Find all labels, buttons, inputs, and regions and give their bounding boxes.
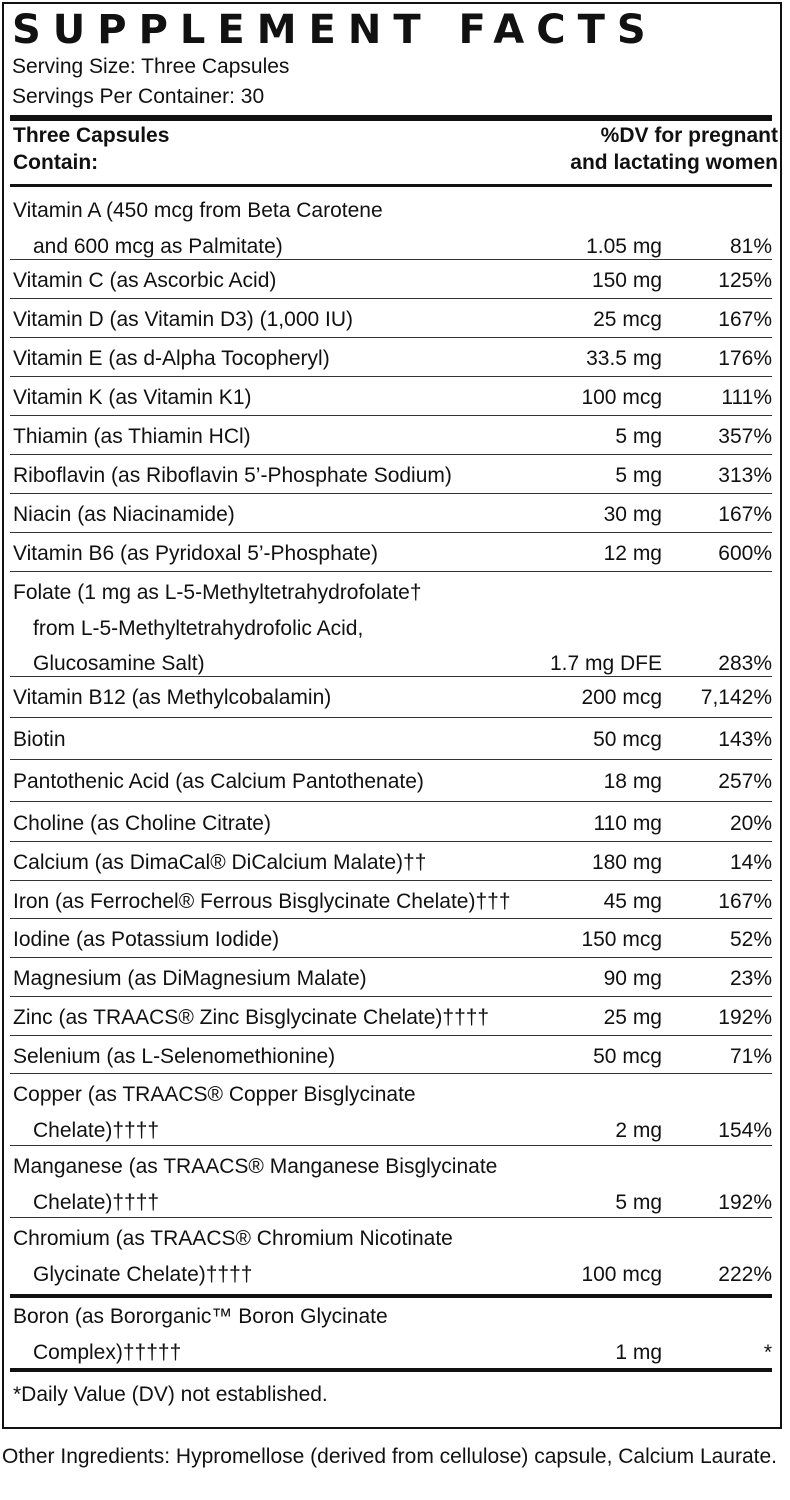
serving-size: Serving Size: Three Capsules [12, 55, 290, 78]
nutrient-row [10, 419, 772, 455]
nutrient-name: Magnesium (as DiMagnesium Malate) [13, 967, 367, 990]
nutrient-dv: 52% [729, 928, 772, 951]
nutrient-name: Chromium (as TRAACS® Chromium Nicotinate [13, 1227, 453, 1250]
row-separator [10, 571, 772, 572]
nutrient-name: Iron (as Ferrochel® Ferrous Bisglycinate Chelate)††† [13, 890, 511, 913]
nutrient-name: Vitamin B12 (as Methylcobalamin) [13, 686, 332, 709]
footnote: *Daily Value (DV) not established. [13, 1383, 328, 1406]
nutrient-name: Choline (as Choline Citrate) [13, 812, 271, 835]
nutrient-dv: 23% [729, 967, 772, 990]
nutrient-amount: 5 mg [615, 464, 662, 487]
nutrient-row [10, 680, 772, 716]
nutrient-amount: 5 mg [615, 1190, 662, 1214]
nutrient-amount: 12 mg [603, 542, 662, 565]
nutrient-row [10, 1221, 772, 1292]
nutrient-dv: 167% [718, 890, 772, 913]
row-separator [10, 996, 772, 997]
nutrient-amount: 33.5 mg [586, 347, 662, 370]
nutrient-name: Chelate)†††† [33, 1190, 160, 1214]
row-separator [10, 415, 772, 416]
nutrient-name: Selenium (as L-Selenomethionine) [13, 1045, 336, 1068]
nutrient-dv: 143% [718, 728, 772, 751]
nutrient-name: Biotin [13, 728, 66, 751]
header-left-line1: Three Capsules [13, 124, 170, 147]
nutrient-amount: 25 mg [603, 1006, 662, 1029]
nutrient-row [10, 1149, 772, 1220]
header-left-line2: Contain: [13, 151, 99, 174]
nutrient-amount: 90 mg [603, 967, 662, 990]
row-separator [10, 454, 772, 455]
nutrient-dv: 7,142% [700, 686, 772, 709]
nutrient-name: Niacin (as Niacinamide) [13, 503, 235, 526]
nutrient-name: from L-5-Methyltetrahydrofolic Acid, [33, 616, 364, 640]
nutrient-amount: 1.05 mg [586, 234, 662, 258]
row-separator [10, 880, 772, 881]
nutrient-row [10, 302, 772, 338]
nutrient-name: Chelate)†††† [33, 1118, 160, 1142]
nutrient-amount: 110 mg [593, 812, 662, 835]
nutrient-dv: 14% [729, 851, 772, 874]
nutrient-dv: 20% [729, 812, 772, 835]
nutrient-name: Zinc (as TRAACS® Zinc Bisglycinate Chelate)†††† [13, 1006, 490, 1029]
nutrient-dv: 192% [718, 1006, 772, 1029]
nutrient-dv: 167% [718, 308, 772, 331]
nutrient-name: Copper (as TRAACS® Copper Bisglycinate [13, 1083, 416, 1106]
nutrient-dv: 357% [718, 425, 772, 448]
nutrient-name: Calcium (as DimaCal® DiCalcium Malate)†† [13, 851, 427, 874]
nutrient-row [10, 922, 772, 958]
row-separator [10, 532, 772, 533]
nutrient-dv: 125% [718, 269, 772, 292]
nutrient-amount: 200 mcg [581, 686, 662, 709]
nutrient-name: Iodine (as Potassium Iodide) [13, 928, 280, 951]
nutrient-name: Vitamin C (as Ascorbic Acid) [13, 269, 277, 292]
nutrient-row [10, 575, 772, 682]
nutrient-row [10, 497, 772, 533]
nutrient-name: Vitamin E (as d-Alpha Tocopheryl) [13, 347, 330, 370]
row-separator [10, 1073, 772, 1074]
row-separator [10, 918, 772, 919]
nutrient-row [10, 884, 772, 920]
row-separator [10, 259, 772, 260]
column-header-dv [478, 122, 778, 176]
nutrient-amount: 1.7 mg DFE [549, 652, 662, 675]
nutrient-dv: 257% [718, 770, 772, 793]
nutrient-amount: 2 mg [615, 1118, 662, 1142]
nutrient-row [10, 722, 772, 758]
nutrient-amount: 1 mg [615, 1340, 662, 1364]
nutrient-name: Thiamin (as Thiamin HCl) [13, 425, 251, 448]
nutrient-name: Boron (as Bororganic™ Boron Glycinate [13, 1305, 388, 1328]
nutrient-amount: 5 mg [615, 425, 662, 448]
nutrient-row [10, 1039, 772, 1075]
nutrient-name: Manganese (as TRAACS® Manganese Bisglycinate [13, 1155, 498, 1178]
nutrient-dv: 222% [718, 1262, 772, 1286]
nutrient-dv: 313% [718, 464, 772, 487]
nutrient-name: Vitamin B6 (as Pyridoxal 5’-Phosphate) [13, 542, 378, 565]
nutrient-dv: * [763, 1340, 772, 1364]
nutrient-amount: 50 mcg [593, 1045, 662, 1068]
nutrient-dv: 600% [718, 542, 772, 565]
nutrient-amount: 50 mcg [593, 728, 662, 751]
nutrient-row [10, 536, 772, 572]
nutrient-name: Complex)††††† [33, 1340, 182, 1364]
nutrient-dv: 81% [729, 234, 772, 258]
nutrient-amount: 100 mcg [581, 386, 662, 409]
nutrient-name: Pantothenic Acid (as Calcium Pantothenate) [13, 770, 424, 793]
nutrient-row [10, 1077, 772, 1148]
nutrient-row [10, 764, 772, 800]
nutrient-dv: 176% [718, 347, 772, 370]
rule-bottom [10, 1368, 772, 1372]
row-separator [10, 759, 772, 760]
nutrient-row [10, 380, 772, 416]
row-separator [10, 1035, 772, 1036]
rule-below-header [10, 184, 772, 187]
row-separator [10, 298, 772, 299]
row-separator [10, 841, 772, 842]
row-separator [10, 717, 772, 718]
nutrient-row [10, 1299, 772, 1370]
row-separator [10, 376, 772, 377]
nutrient-amount: 150 mcg [581, 928, 662, 951]
nutrient-row [10, 341, 772, 377]
row-separator [10, 493, 772, 494]
nutrient-row [10, 263, 772, 299]
nutrient-name: Vitamin K (as Vitamin K1) [13, 386, 252, 409]
nutrient-dv: 283% [718, 652, 772, 675]
row-separator [10, 1217, 772, 1218]
row-separator [10, 676, 772, 677]
nutrient-amount: 25 mcg [593, 308, 662, 331]
nutrient-amount: 30 mg [603, 503, 662, 526]
nutrient-row [10, 806, 772, 842]
nutrient-dv: 192% [718, 1190, 772, 1214]
nutrient-name: Glucosamine Salt) [33, 652, 205, 675]
header-right-line2: and lactating women [570, 151, 778, 174]
rule-before-boron [10, 1294, 772, 1298]
nutrient-dv: 71% [729, 1045, 772, 1068]
nutrient-amount: 100 mcg [581, 1262, 662, 1286]
header-right-line1: %DV for pregnant [600, 124, 778, 147]
nutrient-name: Vitamin D (as Vitamin D3) (1,000 IU) [13, 308, 354, 331]
nutrient-name: Folate (1 mg as L-5-Methyltetrahydrofolate† [13, 581, 422, 604]
nutrient-amount: 45 mg [603, 890, 662, 913]
nutrient-dv: 111% [721, 386, 772, 409]
column-header-amount [13, 122, 313, 176]
nutrient-amount: 18 mg [603, 770, 662, 793]
nutrient-name: Vitamin A (450 mcg from Beta Carotene [13, 199, 383, 222]
nutrient-row [10, 961, 772, 997]
nutrient-amount: 180 mg [591, 851, 662, 874]
row-separator [10, 337, 772, 338]
nutrient-dv: 154% [718, 1118, 772, 1142]
nutrient-row [10, 845, 772, 881]
nutrient-dv: 167% [718, 503, 772, 526]
nutrient-row [10, 1000, 772, 1036]
nutrient-row [10, 458, 772, 494]
nutrient-name: Glycinate Chelate)†††† [33, 1262, 253, 1286]
row-separator [10, 801, 772, 802]
nutrient-row [10, 193, 772, 264]
nutrient-amount: 150 mg [591, 269, 662, 292]
other-ingredients: Other Ingredients: Hypromellose (derived from cellulose) capsule, Calcium Laurate. [2, 1445, 778, 1468]
panel-title: SUPPLEMENT FACTS [12, 7, 658, 53]
thick-rule-top [10, 115, 772, 121]
servings-per-container: Servings Per Container: 30 [12, 85, 265, 108]
row-separator [10, 1145, 772, 1146]
nutrient-name: Riboflavin (as Riboflavin 5’-Phosphate Sodium) [13, 464, 452, 487]
nutrient-name: and 600 mcg as Palmitate) [33, 234, 283, 258]
row-separator [10, 957, 772, 958]
